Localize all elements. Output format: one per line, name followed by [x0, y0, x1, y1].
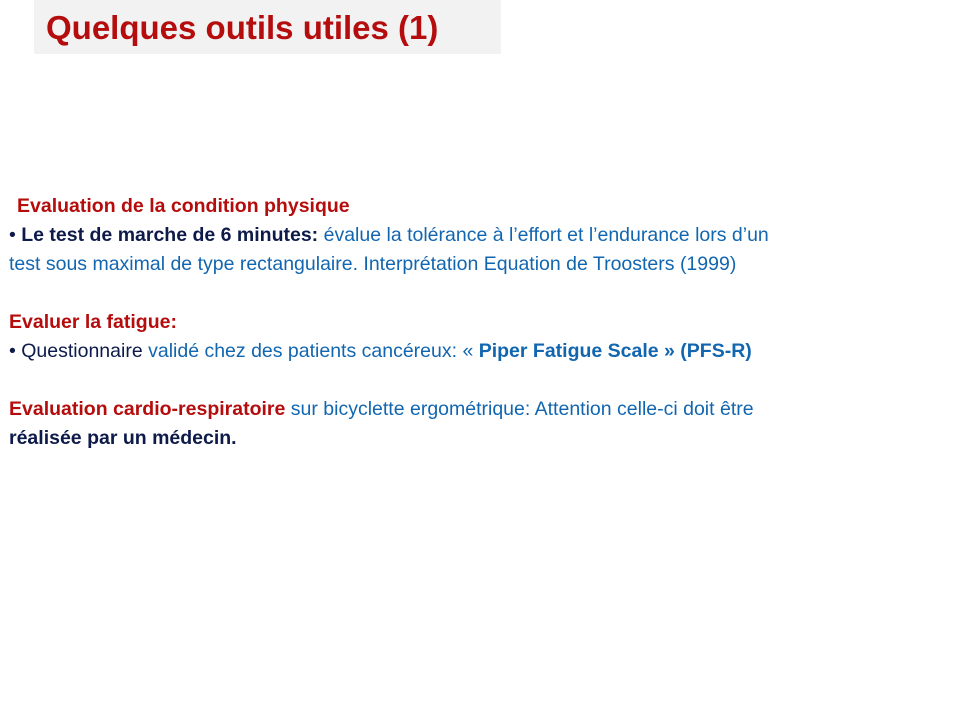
section-fatigue-heading: Evaluer la fatigue:	[9, 311, 177, 333]
walk-test-description-2: test sous maximal de type rectangulaire. Interprétation Equation de Troosters (1999)	[9, 253, 737, 275]
questionnaire-description: validé chez des patients cancéreux: «	[148, 340, 474, 362]
piper-scale-name: Piper Fatigue Scale » (PFS-R)	[478, 340, 752, 362]
title-box	[34, 0, 501, 54]
cardio-line-2	[9, 424, 954, 453]
questionnaire-line	[9, 337, 954, 366]
walk-test-term: Le test de marche de 6 minutes:	[21, 224, 319, 246]
walk-test-description-1: évalue la tolérance à l’effort et l’endurance lors d’un	[323, 224, 769, 246]
spacer	[9, 279, 954, 308]
walk-test-line	[9, 221, 954, 250]
section-cardio-heading: Evaluation cardio-respiratoire	[9, 398, 286, 420]
section-physical-heading: Evaluation de la condition physique	[17, 195, 350, 217]
section-fatigue-heading-line	[9, 308, 954, 337]
walk-test-line-2	[9, 250, 954, 279]
slide-content	[9, 192, 954, 453]
cardio-emphasis: réalisée par un médecin.	[9, 427, 237, 449]
section-physical-heading-line	[9, 192, 954, 221]
bullet: •	[9, 224, 16, 246]
bullet: •	[9, 340, 16, 362]
spacer	[9, 366, 954, 395]
cardio-line	[9, 395, 954, 424]
slide-title: Quelques outils utiles (1)	[46, 9, 439, 46]
cardio-description: sur bicyclette ergométrique: Attention celle-ci doit être	[290, 398, 754, 420]
questionnaire-lead: Questionnaire	[21, 340, 143, 362]
